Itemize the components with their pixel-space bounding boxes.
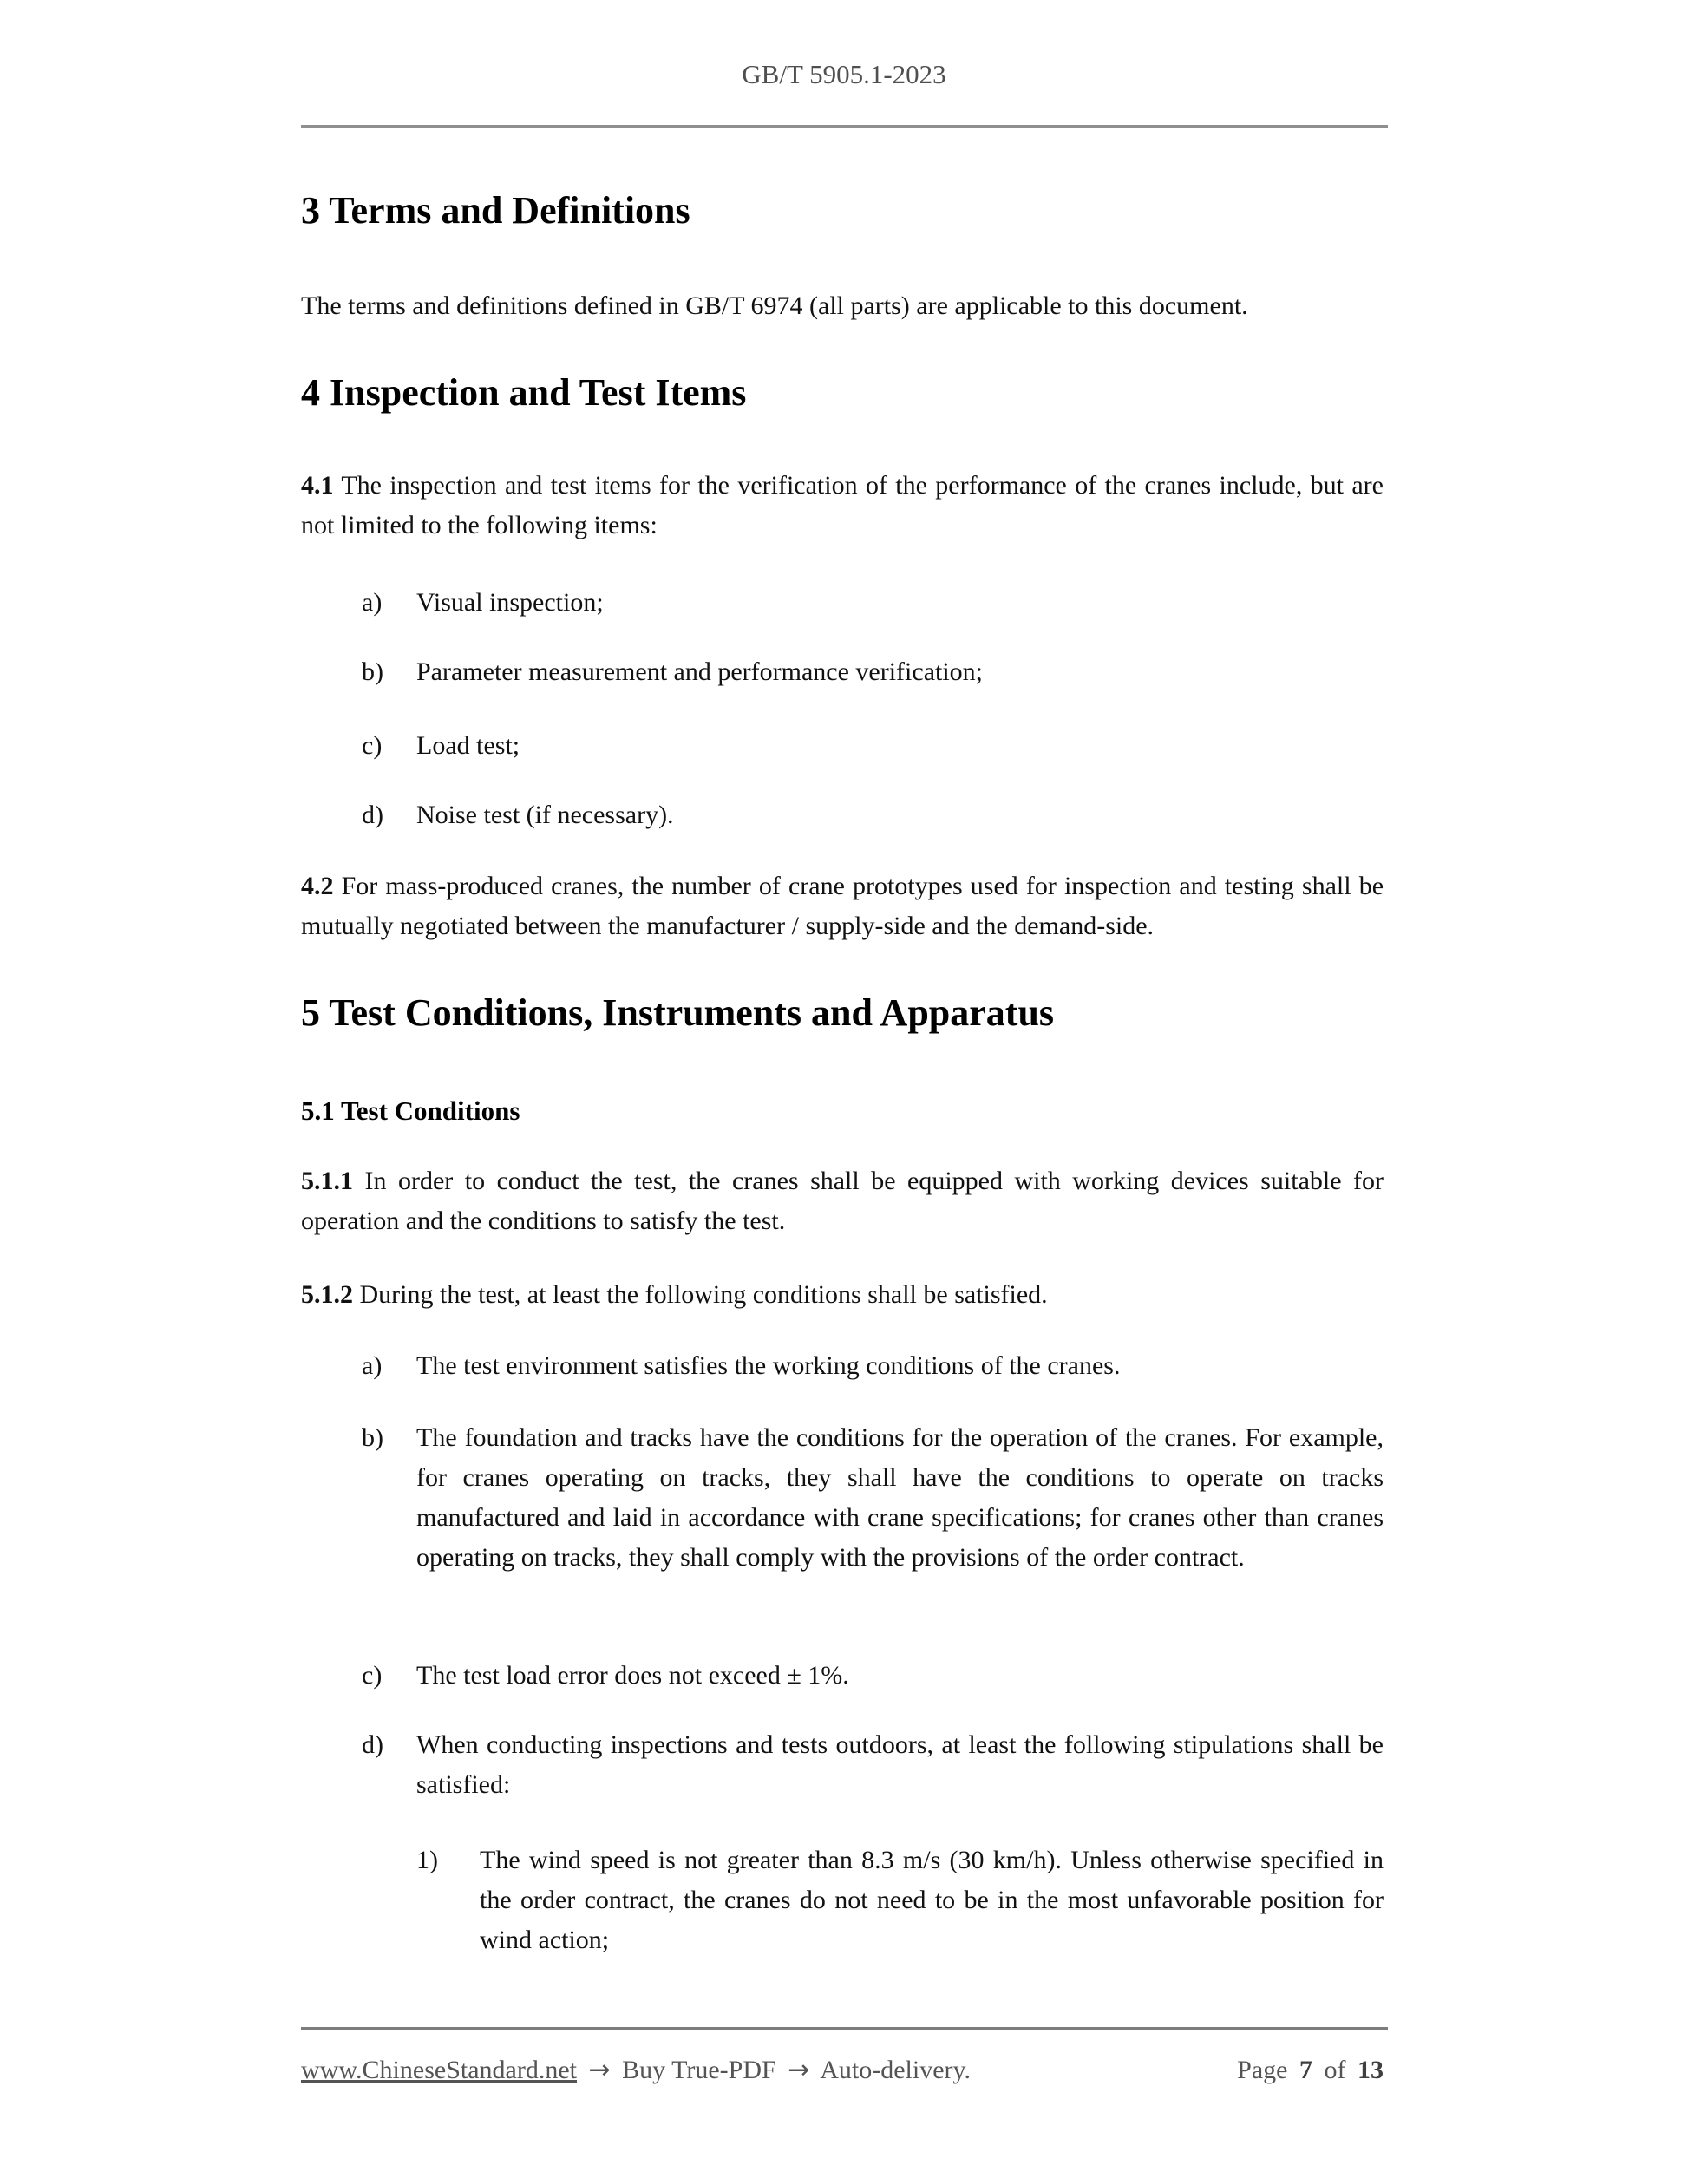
footer-delivery-text: Auto-delivery.: [820, 2056, 972, 2084]
list-item-text: Load test;: [416, 731, 520, 760]
footer-buy-text: Buy True-PDF: [622, 2056, 776, 2084]
clause-5-1-1-paragraph: [301, 1161, 1384, 1241]
list-item: [301, 1418, 1384, 1578]
list-item: [301, 1725, 1384, 1805]
list-item: [301, 1656, 1384, 1696]
section-5-heading: 5 Test Conditions, Instruments and Apparatus: [301, 991, 1055, 1034]
section-4-heading: 4 Inspection and Test Items: [301, 371, 747, 414]
list-marker: a): [362, 588, 383, 617]
of-label: of: [1324, 2056, 1346, 2084]
list-item-text: When conducting inspections and tests outdoors, at least the following stipulations shall be satisfied:: [416, 1730, 1384, 1799]
list-item: [301, 583, 1384, 623]
clause-4-1-text: The inspection and test items for the verification of the performance of the cranes include, but are not limited to the following items:: [301, 471, 1384, 539]
clause-4-1-paragraph: [301, 466, 1384, 546]
section-3-paragraph: The terms and definitions defined in GB/T 6974 (all parts) are applicable to this document.: [301, 291, 1248, 320]
standard-number: GB/T 5905.1-2023: [742, 59, 946, 89]
clause-5-1-2-text: During the test, at least the following conditions shall be satisfied.: [359, 1280, 1048, 1309]
list-marker: c): [362, 1661, 383, 1690]
page-indicator: [1237, 2052, 1384, 2089]
clause-5-1-1-number: 5.1.1: [301, 1167, 353, 1195]
list-marker: a): [362, 1351, 383, 1380]
page-total: 13: [1358, 2056, 1384, 2084]
list-marker: b): [362, 657, 383, 686]
list-marker: c): [362, 731, 383, 760]
clause-4-2-number: 4.2: [301, 872, 334, 900]
right-arrow-icon: →: [788, 2055, 810, 2085]
list-item: [301, 795, 1384, 835]
page-number: 7: [1299, 2056, 1312, 2084]
clause-5-1-2-number: 5.1.2: [301, 1280, 353, 1309]
header-divider: [301, 125, 1388, 128]
list-item: [301, 726, 1384, 766]
footer-divider: [301, 2027, 1388, 2030]
list-item-text: The test load error does not exceed ± 1%.: [416, 1661, 849, 1690]
nested-list-item: [301, 1841, 1384, 1960]
right-arrow-icon: →: [588, 2055, 611, 2085]
clause-5-1-1-text: In order to conduct the test, the cranes shall be equipped with working devices suitable for operation and the conditions to satisfy the test.: [301, 1167, 1384, 1235]
list-item-text: Parameter measurement and performance verification;: [416, 657, 984, 686]
section-5-1-heading: 5.1 Test Conditions: [301, 1095, 520, 1126]
list-item-text: The foundation and tracks have the conditions for the operation of the cranes. For example, for cranes operating on tracks, they shall have the conditions to operate on tracks manufactured and laid in accordance with crane specifications; for cranes other than cranes operating on tracks, they shall comply with the provisions of the order contract.: [416, 1423, 1384, 1572]
page-footer: [301, 2052, 1384, 2089]
website-link[interactable]: www.ChineseStandard.net: [301, 2056, 577, 2084]
nested-list-marker: 1): [416, 1846, 438, 1874]
list-item-text: The test environment satisfies the working conditions of the cranes.: [416, 1351, 1121, 1380]
nested-list-item-text: The wind speed is not greater than 8.3 m/s (30 km/h). Unless otherwise specified in the order contract, the cranes do not need to be in the most unfavorable position for wind action;: [480, 1846, 1384, 1954]
clause-5-1-2-paragraph: [301, 1275, 1384, 1315]
list-marker: d): [362, 1730, 383, 1759]
list-item: [301, 1346, 1384, 1386]
section-3-heading: 3 Terms and Definitions: [301, 189, 690, 232]
clause-4-2-text: For mass-produced cranes, the number of crane prototypes used for inspection and testing shall be mutually negotiated between the manufacturer / supply-side and the demand-side.: [301, 872, 1384, 940]
list-marker: b): [362, 1423, 383, 1452]
page-header: [0, 57, 1688, 92]
clause-4-2-paragraph: [301, 866, 1384, 946]
page-label: Page: [1237, 2056, 1288, 2084]
clause-4-1-number: 4.1: [301, 471, 334, 500]
list-item-text: Noise test (if necessary).: [416, 801, 674, 829]
list-marker: d): [362, 801, 383, 829]
list-item: [301, 652, 1384, 692]
footer-source-line: [301, 2052, 971, 2089]
list-item-text: Visual inspection;: [416, 588, 604, 617]
